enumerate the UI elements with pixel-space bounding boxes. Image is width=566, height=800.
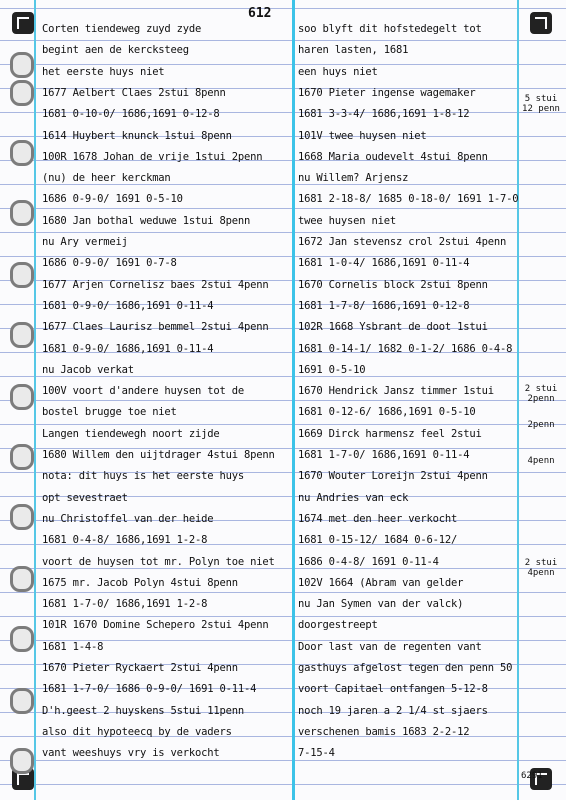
handwritten-line: begint aen de kercksteeg [42,44,189,57]
handwritten-line: 1686 0-4-8/ 1691 0-11-4 [298,555,439,568]
corner-mark-icon [530,12,552,34]
handwritten-line: 1668 Maria oudevelt 4stui 8penn [298,150,488,163]
handwritten-line: opt sevestraet [42,491,128,504]
handwritten-line: also dit hypoteecq by de vaders [42,725,232,738]
handwritten-line: 102V 1664 (Abram van gelder [298,576,464,589]
handwritten-line: 101R 1670 Domine Schepero 2stui 4penn [42,619,269,632]
right-margin-line [517,0,519,800]
handwritten-line: nu Andries van eck [298,491,409,504]
handwritten-line: 1681 1-7-0/ 1686 0-9-0/ 1691 0-11-4 [42,683,257,696]
binder-ring-icon [10,52,34,78]
handwritten-line: doorgestreept [298,619,378,632]
margin-note: 4penn [527,456,555,466]
handwritten-line: bostel brugge toe niet [42,406,177,419]
handwritten-line: nu Willem? Arjensz [298,172,409,185]
handwritten-line: nu Ary vermeij [42,236,128,248]
handwritten-line: 1681 0-9-0/ 1686,1691 0-11-4 [42,342,214,355]
handwritten-line: 1675 mr. Jacob Polyn 4stui 8penn [42,576,238,589]
binder-ring-icon [10,566,34,592]
handwritten-line: 1614 Huybert knunck 1stui 8penn [42,129,232,142]
handwritten-line: 1680 Jan bothal weduwe 1stui 8penn [42,214,251,227]
handwritten-line: 1670 Pieter ingense wagemaker [298,86,476,99]
handwritten-line: noch 19 jaren a 2 1/4 st sjaers [298,704,488,717]
margin-note: 2penn [527,420,555,430]
handwritten-line: 1677 Aelbert Claes 2stui 8penn [42,86,226,99]
handwritten-line: 1677 Claes Laurisz bemmel 2stui 4penn [42,321,269,334]
handwritten-line: 100V voort d'andere huysen tot de [42,385,245,398]
handwritten-line: 1681 0-12-6/ 1686,1691 0-5-10 [298,406,476,419]
handwritten-line: Door last van de regenten vant [298,640,482,653]
binder-ring-icon [10,322,34,348]
handwritten-line: 1681 1-7-0/ 1686,1691 0-11-4 [298,449,470,461]
handwritten-line: 1680 Willem den uijtdrager 4stui 8penn [42,449,275,461]
margin-note: 2 stui 2penn [524,384,558,404]
handwritten-line: haren lasten, 1681 [298,44,409,57]
margin-note: 2 stui 4penn [524,558,558,578]
handwritten-line: (nu) de heer kerckman [42,172,171,185]
handwritten-line: 1681 2-18-8/ 1685 0-18-0/ 1691 1-7-0 [298,193,519,206]
handwritten-line: 102R 1668 Ysbrant de doot 1stui [298,321,488,334]
handwritten-line: 1670 Cornelis block 2stui 8penn [298,278,488,291]
handwritten-line: nu Christoffel van der heide [42,512,214,525]
handwritten-line: 1669 Dirck harmensz feel 2stui [298,427,482,440]
handwritten-line: 1681 0-14-1/ 1682 0-1-2/ 1686 0-4-8 [298,342,513,355]
handwritten-line: voort de huysen tot mr. Polyn toe niet [42,555,275,568]
handwritten-line: 1672 Jan stevensz crol 2stui 4penn [298,236,507,248]
handwritten-line: 1681 1-7-0/ 1686,1691 1-2-8 [42,598,208,611]
margin-note: 5 stui 12 penn [522,94,560,114]
handwritten-line: 1681 0-9-0/ 1686,1691 0-11-4 [42,299,214,312]
handwritten-line: twee huysen niet [298,214,396,227]
handwritten-line: 1670 Wouter Loreijn 2stui 4penn [298,470,488,483]
handwritten-line: Corten tiendeweg zuyd zyde [42,23,202,35]
binder-ring-icon [10,688,34,714]
binder-ring-icon [10,504,34,530]
left-margin-line [34,0,36,800]
handwritten-line: het eerste huys niet [42,65,165,78]
binder-ring-icon [10,262,34,288]
handwritten-line: D'h.geest 2 huyskens 5stui 11penn [42,704,245,717]
handwritten-line: nota: dit huys is het eerste huys [42,470,245,483]
page-number: 612 [248,6,272,21]
center-margin-line [292,0,295,800]
corner-mark-icon [12,12,34,34]
handwritten-line: Langen tiendewegh noort zijde [42,427,220,440]
handwritten-line: 1691 0-5-10 [298,363,366,376]
handwritten-line: 1681 3-3-4/ 1686,1691 1-8-12 [298,108,470,121]
handwritten-line: een huys niet [298,65,378,78]
handwritten-line: 1686 0-9-0/ 1691 0-7-8 [42,257,177,270]
binder-ring-icon [10,80,34,106]
handwritten-line: 1670 Hendrick Jansz timmer 1stui [298,385,494,398]
handwritten-line: 1681 1-7-8/ 1686,1691 0-12-8 [298,299,470,312]
handwritten-line: 1681 0-15-12/ 1684 0-6-12/ [298,534,458,547]
handwritten-line: nu Jacob verkat [42,363,134,376]
handwritten-line: 1681 0-4-8/ 1686,1691 1-2-8 [42,534,208,547]
handwritten-line: 7-15-4 [298,747,335,760]
handwritten-line: 101V twee huysen niet [298,129,427,142]
binder-ring-icon [10,140,34,166]
binder-ring-icon [10,384,34,410]
handwritten-line: gasthuys afgelost tegen den penn 50 [298,662,513,674]
handwritten-line: 1681 1-4-8 [42,640,104,653]
handwritten-line: soo blyft dit hofstedegelt tot [298,23,482,35]
handwritten-line: vant weeshuys vry is verkocht [42,747,220,760]
handwritten-line: nu Jan Symen van der valck) [298,598,464,611]
handwritten-line: 1686 0-9-0/ 1691 0-5-10 [42,193,183,206]
handwritten-line: voort Capitael ontfangen 5-12-8 [298,683,488,696]
binder-ring-icon [10,200,34,226]
handwritten-line: verschenen bamis 1683 2-2-12 [298,725,470,738]
bottom-page-number: 6291 [521,771,543,781]
handwritten-line: 1681 1-0-4/ 1686,1691 0-11-4 [298,257,470,270]
handwritten-line: 1681 0-10-0/ 1686,1691 0-12-8 [42,108,220,121]
handwritten-line: 100R 1678 Johan de vrije 1stui 2penn [42,150,263,163]
handwritten-line: 1674 met den heer verkocht [298,512,458,525]
binder-ring-icon [10,748,34,774]
handwritten-line: 1677 Arjen Cornelisz baes 2stui 4penn [42,278,269,291]
binder-ring-icon [10,444,34,470]
handwritten-line: 1670 Pieter Ryckaert 2stui 4penn [42,662,238,674]
binder-ring-icon [10,626,34,652]
